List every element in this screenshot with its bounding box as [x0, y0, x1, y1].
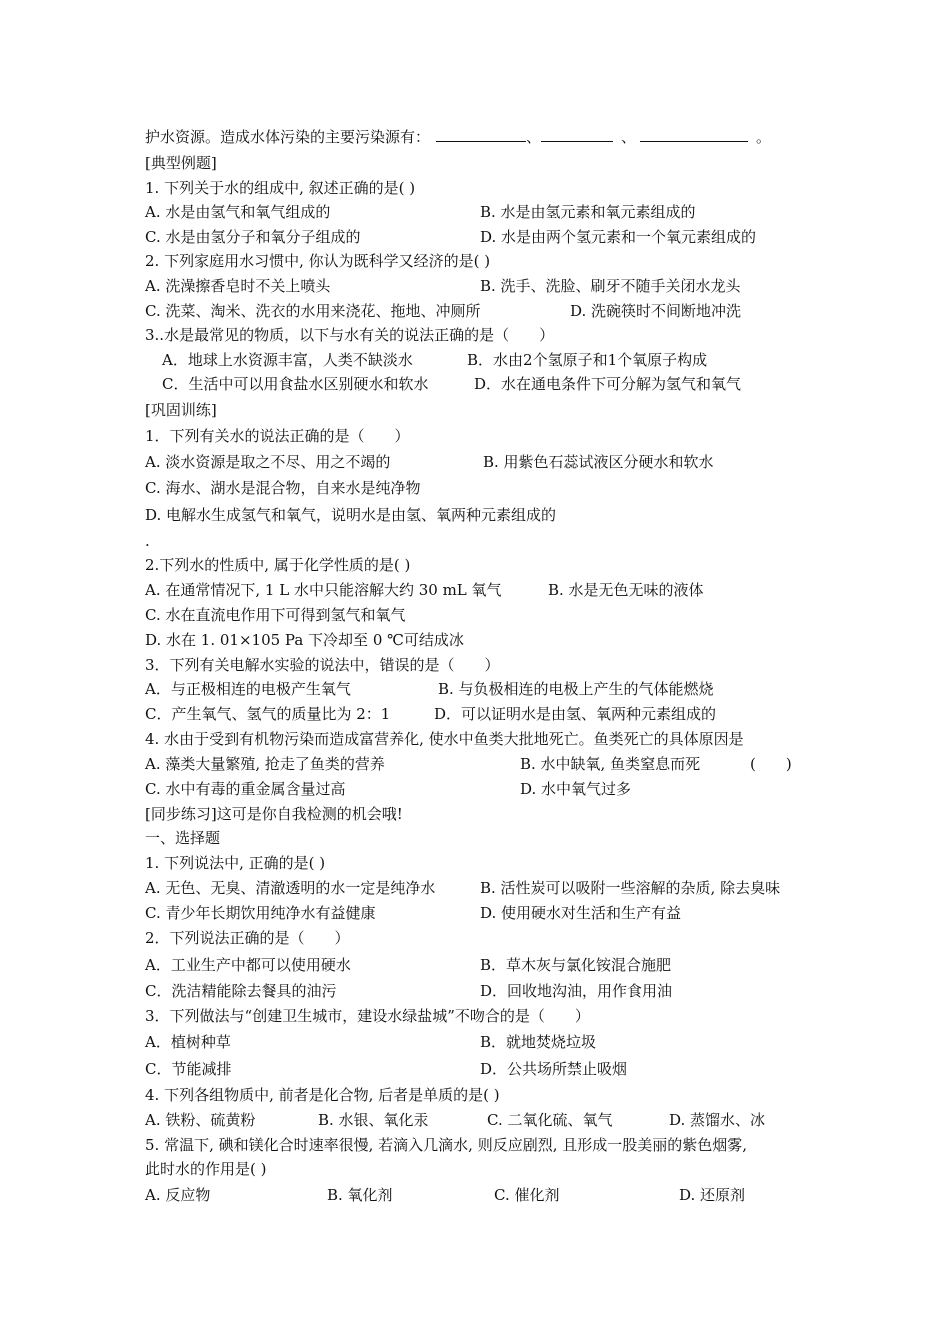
option-b: B．就地焚烧垃圾: [480, 1033, 597, 1051]
option-b: B. 水银、氧化汞: [318, 1111, 429, 1129]
option-c: C．产生氧气、氢气的质量比为 2：1: [145, 705, 391, 723]
option-a: A. 藻类大量繁殖, 抢走了鱼类的营养: [145, 755, 385, 773]
option-c: C. 洗菜、淘米、洗衣的水用来浇花、拖地、冲厕所: [145, 302, 481, 320]
question-text: 4. 水由于受到有机物污染而造成富营养化, 使水中鱼类大批地死亡。鱼类死亡的具体原因是: [145, 730, 744, 748]
option-d: D．回收地沟油，用作食用油: [480, 982, 673, 1000]
option-d: D. 还原剂: [679, 1186, 746, 1204]
option-c: C．生活中可以用食盐水区别硬水和软水: [162, 375, 429, 393]
option-b: B. 氧化剂: [327, 1186, 393, 1204]
option-d: D. 洗碗筷时不间断地冲洗: [570, 302, 742, 320]
option-a: A．地球上水资源丰富，人类不缺淡水: [162, 351, 413, 369]
question-text: 3．下列做法与“创建卫生城市，建设水绿盐城”不吻合的是（ ）: [145, 1007, 590, 1025]
option-d: D. 水在 1. 01×105 Pa 下冷却至 0 ℃可结成冰: [145, 631, 464, 649]
option-c: C．节能减排: [145, 1060, 232, 1078]
intro-text: 护水资源。造成水体污染的主要污染源有：: [145, 128, 431, 146]
answer-paren: ( ): [750, 755, 792, 773]
option-c: C．洗洁精能除去餐具的油污: [145, 982, 337, 1000]
option-a: A. 铁粉、硫黄粉: [145, 1111, 256, 1129]
option-b: B. 用紫色石蕊试液区分硬水和软水: [483, 453, 714, 471]
option-c: C. 水在直流电作用下可得到氢气和氧气: [145, 606, 406, 624]
option-d: D. 水是由两个氢元素和一个氧元素组成的: [480, 228, 757, 246]
option-b: B. 水是由氢元素和氧元素组成的: [480, 203, 696, 221]
question-text: 1．下列有关水的说法正确的是（ ）: [145, 427, 410, 445]
option-c: C. 二氧化硫、氧气: [487, 1111, 613, 1129]
question-text: 3．下列有关电解水实验的说法中，错误的是（ ）: [145, 656, 500, 674]
stray-dot: .: [145, 532, 150, 550]
option-d: D．可以证明水是由氢、氧两种元素组成的: [434, 705, 717, 723]
option-a: A. 洗澡擦香皂时不关上喷头: [145, 277, 331, 295]
option-d: D．水在通电条件下可分解为氢气和氧气: [474, 375, 742, 393]
answer-blank-3[interactable]: [640, 127, 748, 142]
option-a: A．植树种草: [145, 1033, 231, 1051]
option-d: D. 电解水生成氢气和氧气，说明水是由氢、氧两种元素组成的: [145, 506, 557, 524]
question-text: 3..水是最常见的物质，以下与水有关的说法正确的是（ ）: [145, 326, 555, 344]
option-a: A. 在通常情况下, 1 L 水中只能溶解大约 30 mL 氧气: [145, 581, 502, 599]
question-text: 5. 常温下, 碘和镁化合时速率很慢, 若滴入几滴水, 则反应剧烈, 且形成一股美丽的紫色烟雾,: [145, 1136, 747, 1154]
answer-blank-1[interactable]: [436, 127, 526, 142]
option-a: A. 淡水资源是取之不尽、用之不竭的: [145, 453, 391, 471]
question-text: 4. 下列各组物质中, 前者是化合物, 后者是单质的是( ): [145, 1086, 500, 1104]
option-c: C. 海水、湖水是混合物，自来水是纯净物: [145, 479, 421, 497]
option-d: D. 水中氧气过多: [520, 780, 632, 798]
question-text-cont: 此时水的作用是( ): [145, 1160, 267, 1178]
option-b: B. 洗手、洗脸、刷牙不随手关闭水龙头: [480, 277, 741, 295]
question-text: 2．下列说法正确的是（ ）: [145, 929, 350, 947]
option-d: D. 使用硬水对生活和生产有益: [480, 904, 682, 922]
section-heading: [典型例题]: [145, 154, 217, 172]
question-text: 2.下列水的性质中, 属于化学性质的是( ): [145, 556, 411, 574]
option-b: B. 与负极相连的电极上产生的气体能燃烧: [438, 680, 714, 698]
question-text: 2. 下列家庭用水习惯中, 你认为既科学又经济的是( ): [145, 252, 491, 270]
option-b: B．水由2个氢原子和1个氧原子构成: [467, 351, 708, 369]
option-d: D. 蒸馏水、冰: [669, 1111, 766, 1129]
question-text: 1. 下列说法中, 正确的是( ): [145, 854, 326, 872]
option-b: B. 水中缺氧, 鱼类窒息而死: [520, 755, 701, 773]
option-a: A. 水是由氢气和氧气组成的: [145, 203, 331, 221]
option-c: C. 水是由氢分子和氧分子组成的: [145, 228, 361, 246]
section-heading: [同步练习]这可是你自我检测的机会哦!: [145, 805, 403, 823]
intro-line: 护水资源。造成水体污染的主要污染源有： 、 、 。: [145, 128, 772, 146]
option-c: C. 水中有毒的重金属含量过高: [145, 780, 346, 798]
answer-blank-2[interactable]: [541, 127, 613, 142]
option-d: D．公共场所禁止吸烟: [480, 1060, 628, 1078]
option-b: B. 活性炭可以吸附一些溶解的杂质, 除去臭味: [480, 879, 781, 897]
option-b: B．草木灰与氯化铵混合施肥: [480, 956, 672, 974]
option-a: A. 无色、无臭、清澈透明的水一定是纯净水: [145, 879, 436, 897]
option-c: C. 催化剂: [494, 1186, 560, 1204]
option-c: C. 青少年长期饮用纯净水有益健康: [145, 904, 376, 922]
section-heading: 一、选择题: [145, 829, 221, 847]
section-heading: [巩固训练]: [145, 401, 217, 419]
option-a: A．工业生产中都可以使用硬水: [145, 956, 351, 974]
option-b: B. 水是无色无味的液体: [548, 581, 704, 599]
question-text: 1. 下列关于水的组成中, 叙述正确的是( ): [145, 179, 416, 197]
option-a: A．与正极相连的电极产生氧气: [145, 680, 351, 698]
option-a: A. 反应物: [145, 1186, 211, 1204]
